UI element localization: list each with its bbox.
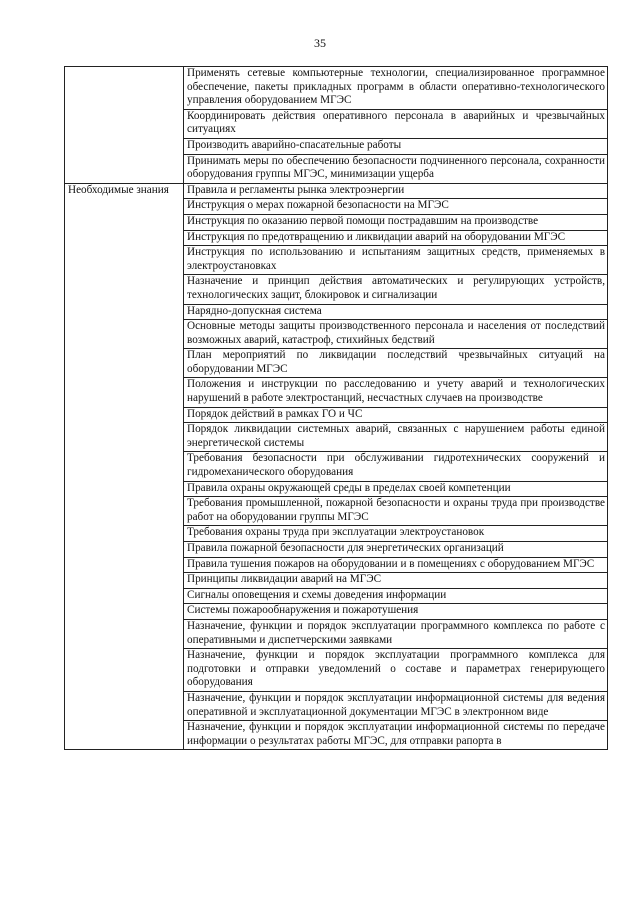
knowledge-item: Системы пожарообнаружения и пожаротушения — [184, 604, 608, 620]
knowledge-item: Инструкция по предотвращению и ликвидации аварий на оборудовании МГЭС — [184, 230, 608, 246]
skill-item: Координировать действия оперативного персонала в аварийных и чрезвычайных ситуациях — [184, 109, 608, 138]
skill-item: Применять сетевые компьютерные технологии, специализированное программное обеспечение, пакеты прикладных программ в области оперативно-технологического управления оборудованием МГЭС — [184, 67, 608, 110]
table-row — [65, 67, 608, 110]
knowledge-item: Порядок ликвидации системных аварий, связанных с нарушением работы единой энергетической системы — [184, 423, 608, 452]
skill-item: Принимать меры по обеспечению безопасности подчиненного персонала, сохранности оборудования группы МГЭС, минимизации ущерба — [184, 154, 608, 183]
knowledge-item: Требования промышленной, пожарной безопасности и охраны труда при производстве работ на оборудовании группы МГЭС — [184, 497, 608, 526]
knowledge-item: Инструкция по оказанию первой помощи пострадавшим на производстве — [184, 214, 608, 230]
knowledge-item: Инструкция о мерах пожарной безопасности на МГЭС — [184, 199, 608, 215]
knowledge-item: Сигналы оповещения и схемы доведения информации — [184, 588, 608, 604]
knowledge-item: Требования безопасности при обслуживании гидротехнических сооружений и гидромеханического оборудования — [184, 452, 608, 481]
knowledge-item: Правила тушения пожаров на оборудовании и в помещениях с оборудованием МГЭС — [184, 557, 608, 573]
knowledge-item: Назначение, функции и порядок эксплуатации программного комплекса для подготовки и отправки уведомлений о составе и параметрах генерирующего оборудования — [184, 649, 608, 692]
empty-label-cell — [65, 67, 184, 184]
knowledge-item: Требования охраны труда при эксплуатации электроустановок — [184, 526, 608, 542]
knowledge-item: Правила и регламенты рынка электроэнергии — [184, 183, 608, 199]
skill-item: Производить аварийно-спасательные работы — [184, 138, 608, 154]
knowledge-label: Необходимые знания — [65, 183, 184, 750]
knowledge-item: Правила охраны окружающей среды в пределах своей компетенции — [184, 481, 608, 497]
knowledge-item: Назначение, функции и порядок эксплуатации информационной системы для ведения оперативной и эксплуатационной документации МГЭС в электронном виде — [184, 691, 608, 720]
knowledge-item: Инструкция по использованию и испытаниям защитных средств, применяемых в электроустановках — [184, 246, 608, 275]
knowledge-item: Основные методы защиты производственного персонала и населения от последствий возможных аварий, катастроф, стихийных бедствий — [184, 320, 608, 349]
knowledge-item: Назначение и принцип действия автоматических и регулирующих устройств, технологических защит, блокировок и сигнализации — [184, 275, 608, 304]
table-row — [65, 183, 608, 199]
requirements-table-body — [65, 67, 608, 750]
knowledge-item: План мероприятий по ликвидации последствий чрезвычайных ситуаций на оборудовании МГЭС — [184, 349, 608, 378]
knowledge-item: Правила пожарной безопасности для энергетических организаций — [184, 542, 608, 558]
knowledge-item: Положения и инструкции по расследованию и учету аварий и технологических нарушений в работе электростанций, несчастных случаев на производстве — [184, 378, 608, 407]
page-number: 35 — [314, 36, 326, 50]
requirements-table — [64, 66, 608, 750]
knowledge-item: Назначение, функции и порядок эксплуатации программного комплекса по работе с оперативными и диспетчерскими заявками — [184, 619, 608, 648]
knowledge-item: Назначение, функции и порядок эксплуатации информационной системы по передаче информации о результатах работы МГЭС, для отправки рапорта в — [184, 721, 608, 750]
knowledge-item: Нарядно-допускная система — [184, 304, 608, 320]
knowledge-item: Принципы ликвидации аварий на МГЭС — [184, 573, 608, 589]
knowledge-item: Порядок действий в рамках ГО и ЧС — [184, 407, 608, 423]
